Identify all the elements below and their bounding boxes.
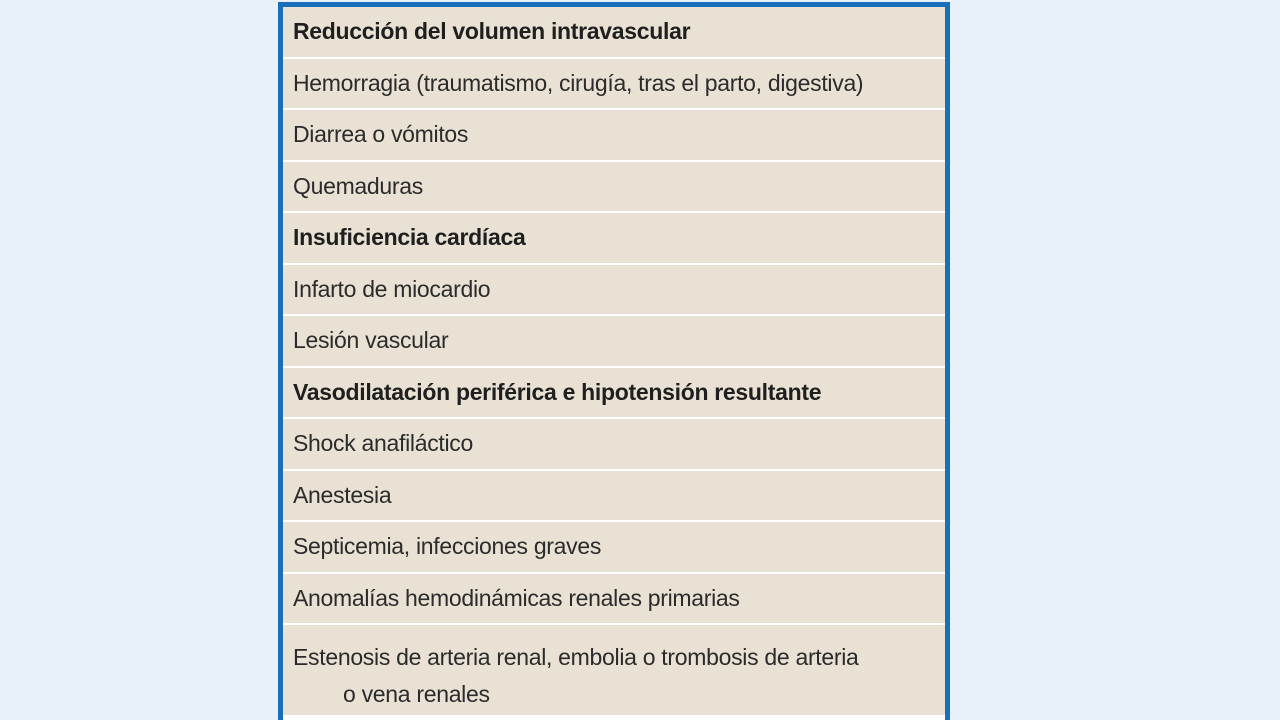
table-row: Lesión vascular — [283, 316, 945, 368]
table-row-multiline — [283, 625, 945, 717]
causes-table — [278, 2, 950, 720]
row-text-line-2: o vena renales — [343, 681, 490, 707]
table-row: Anomalías hemodinámicas renales primarias — [283, 574, 945, 626]
table-row: Shock anafiláctico — [283, 419, 945, 471]
section-header-vasodilation: Vasodilatación periférica e hipotensión resultante — [283, 368, 945, 420]
table-row: Septicemia, infecciones graves — [283, 522, 945, 574]
table-row: Hemorragia (traumatismo, cirugía, tras el parto, digestiva) — [283, 59, 945, 111]
section-header-volume: Reducción del volumen intravascular — [283, 7, 945, 59]
table-row: Diarrea o vómitos — [283, 110, 945, 162]
table-row: Quemaduras — [283, 162, 945, 214]
section-header-cardiac: Insuficiencia cardíaca — [283, 213, 945, 265]
table-row: Infarto de miocardio — [283, 265, 945, 317]
table-row: Anestesia — [283, 471, 945, 523]
row-text-line-1: Estenosis de arteria renal, embolia o trombosis de arteria — [293, 644, 859, 670]
